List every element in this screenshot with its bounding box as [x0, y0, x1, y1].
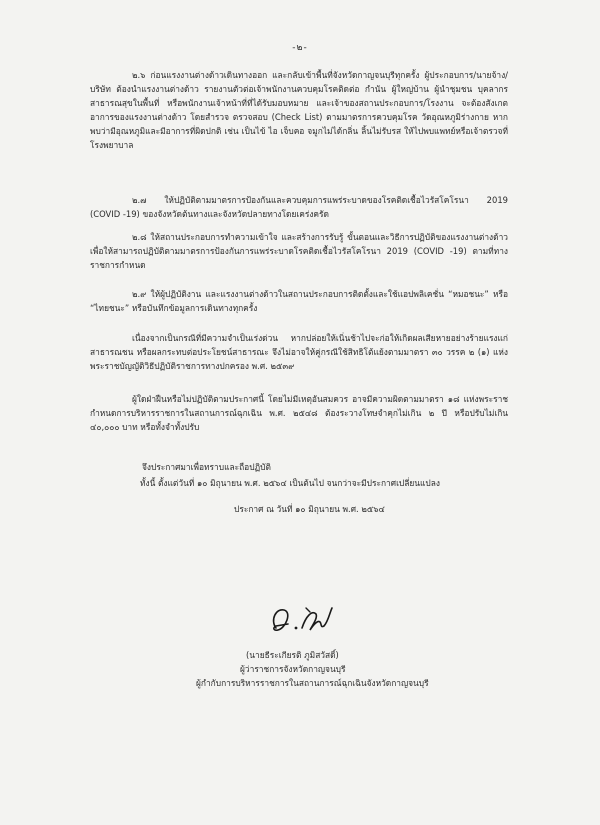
- signature: [262, 598, 342, 642]
- paragraph-urgency: เนื่องจากเป็นกรณีที่มีความจำเป็นเร่งด่วน หากปล่อยให้เนิ่นช้าไปจะก่อให้เกิดผลเสียหายอย่างร้ายแรงแก่สาธารณชน หรือผลกระทบต่อประโยชน์สาธารณะ จึงไม่อาจให้คู่กรณีใช้สิทธิโต้แย้งตามมาตรา ๓๐ วรรค ๒ (๑) แห่งพระราชบัญญัติวิธีปฏิบัติราชการทางปกครอง พ.ศ. ๒๕๓๙: [90, 333, 508, 371]
- effective-line: ทั้งนี้ ตั้งแต่วันที่ ๑๐ มิถุนายน พ.ศ. ๒๕๖๔ เป็นต้นไป จนกว่าจะมีประกาศเปลี่ยนแปลง: [140, 478, 440, 488]
- paragraph-2-9: ๒.๙ ให้ผู้ปฏิบัติงาน และแรงงานต่างด้าวในสถานประกอบการติดตั้งและใช้แอปพลิเคชั่น “หมอชนะ” หรือ “ไทยชนะ” หรือบันทึกข้อมูลการเดินทางทุกครั้ง: [90, 289, 508, 313]
- date-line: ประกาศ ณ วันที่ ๑๐ มิถุนายน พ.ศ. ๒๕๖๔: [234, 504, 385, 514]
- paragraph-2-7: ๒.๗ ให้ปฏิบัติตามมาตรการป้องกันและควบคุมการแพร่ระบาดของโรคติดเชื้อไวรัสโคโรนา 2019 (COVID -19) ของจังหวัดต้นทางและจังหวัดปลายทางโดยเคร่งครัด: [90, 195, 508, 219]
- signatory-name: (นายธีระเกียรติ ภูมิสวัสดิ์): [246, 650, 339, 660]
- paragraph-2-8: ๒.๘ ให้สถานประกอบการทำความเข้าใจ และสร้างการรับรู้ ขั้นตอนและวิธีการปฏิบัติของแรงงานต่างด้าว เพื่อให้สามารถปฏิบัติตามมาตรการป้องกันการแพร่ระบาดโรคติดเชื้อไวรัสโคโรนา 2019 (COVID -19) ตามที่ทางราชการกำหนด: [90, 232, 508, 270]
- signatory-role: ผู้กำกับการบริหารราชการในสถานการณ์ฉุกเฉินจังหวัดกาญจนบุรี: [196, 678, 429, 688]
- page-number: -๒-: [292, 43, 308, 53]
- signatory-position: ผู้ว่าราชการจังหวัดกาญจนบุรี: [240, 664, 346, 674]
- paragraph-2-6: ๒.๖ ก่อนแรงงานต่างด้าวเดินทางออก และกลับเข้าพื้นที่จังหวัดกาญจนบุรีทุกครั้ง ผู้ประกอบการ/นายจ้าง/บริษัท ต้องนำแรงงานต่างด้าว รายงานตัวต่อเจ้าพนักงานควบคุมโรคติดต่อ กำนัน ผู้ใหญ่บ้าน ผู้นำชุมชน บุคลากรสาธารณสุขในพื้นที่ หรือพนักงานเจ้าหน้าที่ที่ได้รับมอบหมาย และเจ้าของสถานประกอบการ/โรงงาน จะต้องสังเกตอาการของแรงงานต่างด้าว โดยสำรวจ ตรวจสอบ (Check List) ตามมาตรการควบคุมโรค วัดอุณหภูมิร่างกาย หากพบว่ามีอุณหภูมิและมีอาการที่ผิดปกติ เช่น เป็นไข้ ไอ เจ็บคอ จมูกไม่ได้กลิ่น ลิ้นไม่รับรส ให้ไปพบแพทย์หรือเจ้าตรวจที่โรงพยาบาล: [90, 70, 508, 150]
- paragraph-penalty: ผู้ใดฝ่าฝืนหรือไม่ปฏิบัติตามประกาศนี้ โดยไม่มีเหตุอันสมควร อาจมีความผิดตามมาตรา ๑๘ แห่งพระราชกำหนดการบริหารราชการในสถานการณ์ฉุกเฉิน พ.ศ. ๒๕๔๘ ต้องระวางโทษจำคุกไม่เกิน ๒ ปี หรือปรับไม่เกิน ๔๐,๐๐๐ บาท หรือทั้งจำทั้งปรับ: [90, 394, 508, 432]
- announce-line: จึงประกาศมาเพื่อทราบและถือปฏิบัติ: [142, 462, 271, 472]
